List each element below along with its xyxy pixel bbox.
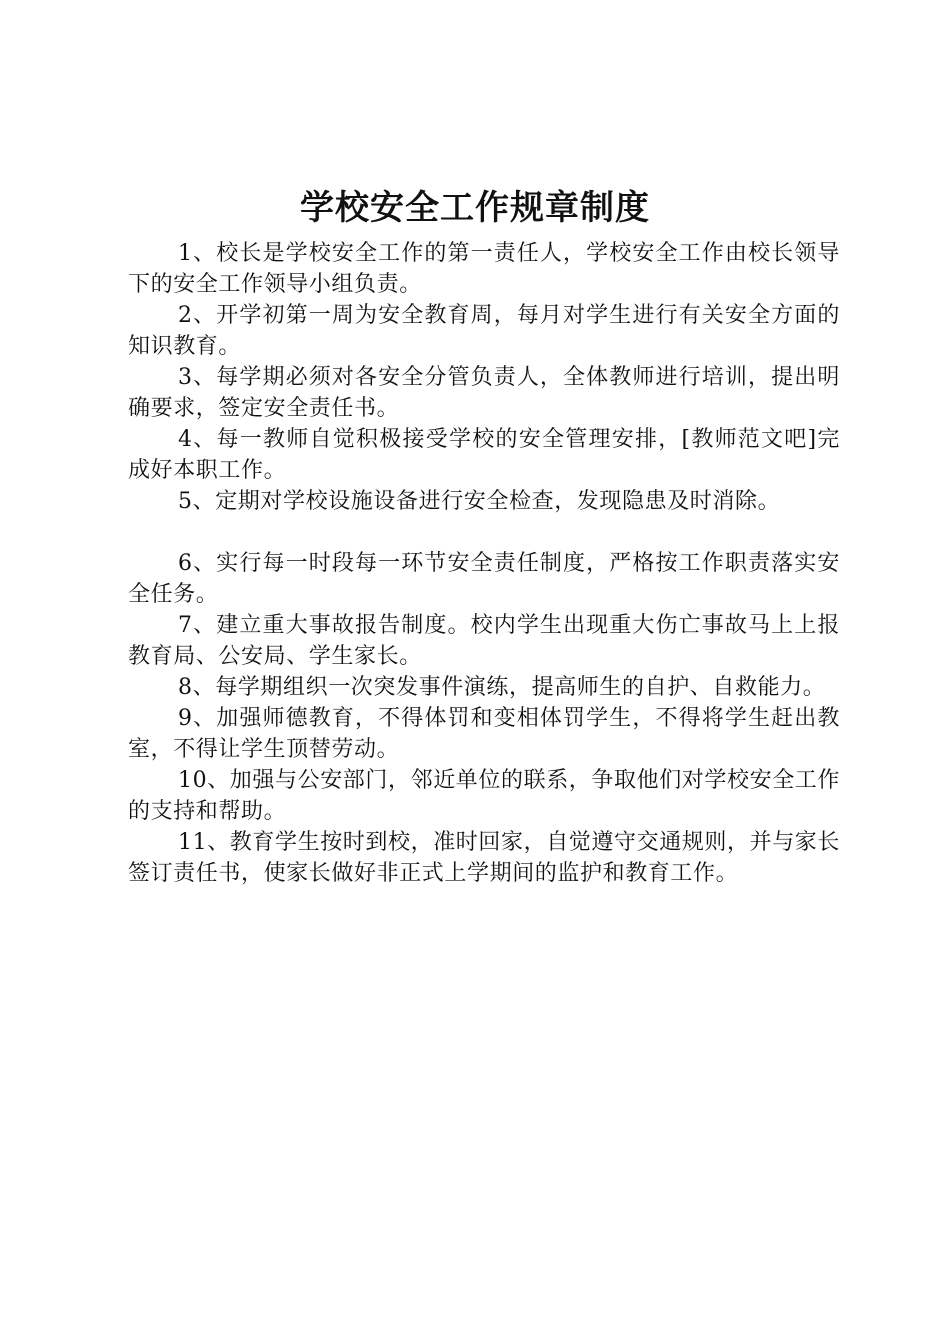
rule-paragraph-10: 10、加强与公安部门，邻近单位的联系，争取他们对学校安全工作的支持和帮助。 — [128, 768, 840, 824]
rule-paragraph-2: 2、开学初第一周为安全教育周，每月对学生进行有关安全方面的知识教育。 — [128, 303, 840, 359]
rule-paragraph-3: 3、每学期必须对各安全分管负责人，全体教师进行培训，提出明确要求，签定安全责任书。 — [128, 365, 840, 421]
document-body — [128, 238, 840, 889]
rule-paragraph-9: 9、加强师德教育，不得体罚和变相体罚学生，不得将学生赶出教室，不得让学生顶替劳动。 — [128, 706, 840, 762]
document-title: 学校安全工作规章制度 — [300, 188, 650, 228]
paragraph-spacer — [128, 517, 840, 548]
rule-paragraph-5: 5、定期对学校设施设备进行安全检查，发现隐患及时消除。 — [178, 489, 781, 514]
rule-paragraph-6: 6、实行每一时段每一环节安全责任制度，严格按工作职责落实安全任务。 — [128, 551, 840, 607]
rule-paragraph-7: 7、建立重大事故报告制度。校内学生出现重大伤亡事故马上上报教育局、公安局、学生家长。 — [128, 613, 840, 669]
rule-paragraph-11: 11、教育学生按时到校，准时回家，自觉遵守交通规则，并与家长签订责任书，使家长做好非正式上学期间的监护和教育工作。 — [128, 830, 840, 886]
rule-paragraph-1: 1、校长是学校安全工作的第一责任人，学校安全工作由校长领导下的安全工作领导小组负责。 — [128, 241, 840, 297]
rule-paragraph-8: 8、每学期组织一次突发事件演练，提高师生的自护、自救能力。 — [178, 675, 826, 700]
rule-paragraph-4: 4、每一教师自觉积极接受学校的安全管理安排，[教师范文吧]完成好本职工作。 — [128, 427, 840, 483]
